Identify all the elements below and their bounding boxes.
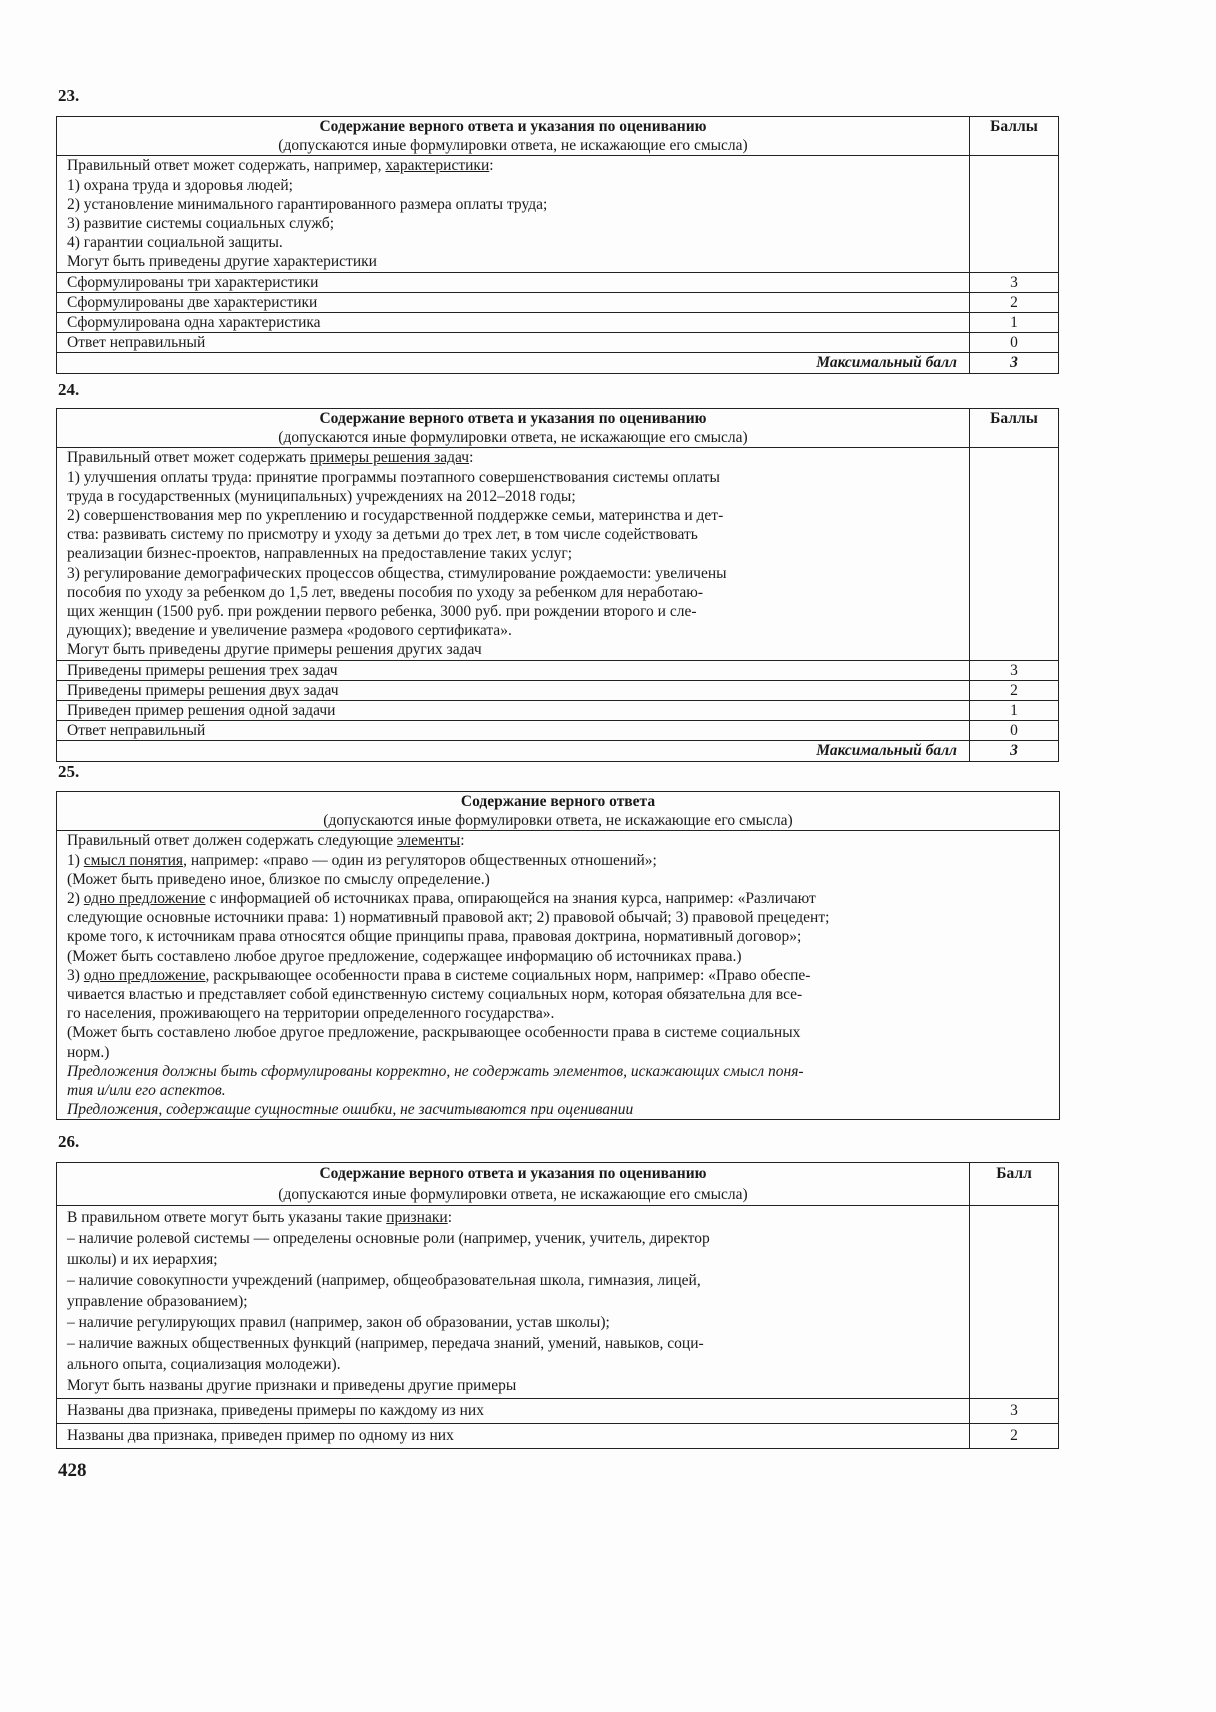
header-title: Содержание верного ответа	[460, 793, 656, 810]
answer-line: 4) гарантии социальной защиты.	[67, 234, 283, 252]
underlined-term: одно предложение	[83, 890, 206, 908]
task-25-table	[56, 791, 1060, 1120]
italic-note: тия и/или его аспектов.	[67, 1082, 226, 1100]
task-26-table	[56, 1162, 1059, 1449]
score-cell-empty	[970, 156, 1059, 272]
header-cell	[57, 117, 970, 156]
answer-content	[57, 448, 970, 660]
answer-line: – наличие совокупности учреждений (например, общеобразовательная школа, гимназия, лицей,	[67, 1272, 701, 1289]
criterion-label: Названы два признака, приведен пример по одному из них	[57, 1424, 970, 1449]
score-row	[57, 1424, 1059, 1449]
answer-line: го населения, проживающего на территории определенного государства».	[67, 1005, 555, 1023]
score-header	[970, 409, 1059, 448]
answer-content	[57, 1206, 970, 1399]
criterion-score: 1	[970, 701, 1059, 721]
answer-line: ства: развивать систему по присмотру и уходу за детьми до трех лет, в том числе содействовать	[67, 526, 698, 544]
answer-line: 3) регулирование демографических процессов общества, стимулирование рождаемости: увеличены	[67, 564, 727, 582]
line-text: с информацией об источниках права, опирающейся на знания курса, например: «Различают	[205, 890, 816, 908]
criterion-label: Ответ неправильный	[57, 333, 970, 353]
answer-line: 1) улучшения оплаты труда: принятие программы поэтапного совершенствования системы оплаты	[67, 468, 720, 486]
criterion-label: Сформулирована одна характеристика	[57, 313, 970, 333]
answer-line	[67, 156, 959, 175]
answer-line: Могут быть названы другие признаки и приведены другие примеры	[67, 1377, 517, 1394]
answer-line: управление образованием);	[67, 1293, 248, 1310]
criterion-label: Приведены примеры решения трех задач	[57, 660, 970, 680]
line-text: 1)	[67, 851, 84, 869]
criterion-score: 0	[970, 333, 1059, 353]
answer-line	[67, 831, 1049, 850]
score-row	[57, 721, 1059, 741]
criterion-score: 3	[970, 1399, 1059, 1424]
criterion-label: Приведены примеры решения двух задач	[57, 680, 970, 700]
answer-line: школы) и их иерархия;	[67, 1251, 218, 1268]
header-cell	[57, 792, 1060, 831]
score-row	[57, 680, 1059, 700]
answer-line: щих женщин (1500 руб. при рождении первого ребенка, 3000 руб. при рождении второго и сле-	[67, 603, 697, 621]
answer-line	[67, 851, 1049, 870]
criterion-label: Сформулированы две характеристики	[57, 292, 970, 312]
score-row	[57, 701, 1059, 721]
score-row	[57, 1399, 1059, 1424]
underlined-term: признаки	[386, 1209, 448, 1226]
answer-line: кроме того, к источникам права относятся общие принципы права, правовая доктрина, нормативный договор»;	[67, 928, 802, 946]
criterion-score: 0	[970, 721, 1059, 741]
header-subtitle: (допускаются иные формулировки ответа, не искажающие его смысла)	[278, 1186, 748, 1203]
line-text: Правильный ответ может содержать	[67, 449, 311, 467]
answer-line: (Может быть составлено любое другое предложение, содержащее информацию об источниках права.)	[67, 947, 742, 965]
answer-line: (Может быть приведено иное, близкое по смыслу определение.)	[67, 870, 490, 888]
score-cell-empty	[970, 448, 1059, 660]
underlined-term: характеристики	[385, 157, 490, 175]
line-text: :	[489, 157, 494, 175]
task-24-table	[56, 408, 1059, 762]
line-text: , например: «право — один из регуляторов общественных отношений»;	[183, 851, 657, 869]
line-text: Правильный ответ должен содержать следующие	[67, 832, 398, 850]
score-header	[970, 1163, 1059, 1206]
underlined-term: одно предложение	[83, 966, 206, 984]
task-number: 25.	[58, 762, 80, 781]
answer-line	[67, 448, 959, 467]
answer-line: труда в государственных (муниципальных) учреждениях на 2012–2018 годы;	[67, 487, 576, 505]
answer-line: норм.)	[67, 1043, 110, 1061]
score-row	[57, 313, 1059, 333]
line-text: , раскрывающее особенности права в системе социальных норм, например: «Право обеспе-	[205, 966, 811, 984]
line-text: :	[469, 449, 474, 467]
max-score-label: Максимальный балл	[57, 741, 970, 761]
underlined-term: смысл понятия	[83, 851, 184, 869]
answer-line: (Может быть составлено любое другое предложение, раскрывающее особенности права в системе социальных	[67, 1024, 801, 1042]
answer-line: – наличие ролевой системы — определены основные роли (например, ученик, учитель, директор	[67, 1230, 710, 1247]
line-text: :	[460, 832, 465, 850]
header-title: Содержание верного ответа и указания по оцениванию	[319, 410, 707, 427]
underlined-term: элементы	[397, 832, 461, 850]
answer-line: реализации бизнес-проектов, направленных на предоставление таких услуг;	[67, 545, 573, 563]
score-header-label: Баллы	[990, 410, 1038, 427]
line-text: В правильном ответе могут быть указаны такие	[67, 1209, 387, 1226]
answer-line	[67, 1207, 959, 1228]
criterion-score: 2	[970, 292, 1059, 312]
header-title: Содержание верного ответа и указания по оцениванию	[319, 1165, 707, 1182]
italic-note: Предложения должны быть сформулированы корректно, не содержать элементов, искажающих смысл поня-	[67, 1062, 804, 1080]
answer-line: Могут быть приведены другие характеристики	[67, 253, 377, 271]
answer-content	[57, 831, 1060, 1120]
answer-line	[67, 889, 1049, 908]
line-text: :	[447, 1209, 452, 1226]
criterion-label: Названы два признака, приведены примеры по каждому из них	[57, 1399, 970, 1424]
score-header-label: Балл	[996, 1165, 1032, 1182]
criterion-score: 1	[970, 313, 1059, 333]
answer-line: пособия по уходу за ребенком до 1,5 лет, введены пособия по уходу за ребенком для неработаю-	[67, 583, 704, 601]
answer-line: чивается властью и представляет собой единственную систему социальных норм, которая обязательна для все-	[67, 986, 803, 1004]
header-subtitle: (допускаются иные формулировки ответа, не искажающие его смысла)	[278, 137, 748, 155]
task-number: 23.	[58, 86, 80, 105]
criterion-score: 2	[970, 680, 1059, 700]
answer-line	[67, 966, 1049, 985]
criterion-label: Приведен пример решения одной задачи	[57, 701, 970, 721]
answer-line: Могут быть приведены другие примеры решения других задач	[67, 641, 482, 659]
max-score-row	[57, 353, 1059, 373]
header-cell	[57, 1163, 970, 1206]
header-title: Содержание верного ответа и указания по оцениванию	[319, 118, 707, 135]
answer-line: ального опыта, социализация молодежи).	[67, 1356, 341, 1373]
answer-line: 3) развитие системы социальных служб;	[67, 215, 335, 233]
page-number: 428	[58, 1460, 87, 1481]
line-text: 3)	[67, 966, 84, 984]
answer-line: 2) установление минимального гарантированного размера оплаты труда;	[67, 195, 548, 213]
criterion-score: 2	[970, 1424, 1059, 1449]
score-cell-empty	[970, 1206, 1059, 1399]
task-number: 24.	[58, 380, 80, 399]
max-score-value: 3	[970, 741, 1059, 761]
header-cell	[57, 409, 970, 448]
max-score-row	[57, 741, 1059, 761]
line-text: 2)	[67, 890, 84, 908]
italic-note: Предложения, содержащие сущностные ошибки, не засчитываются при оценивании	[67, 1101, 634, 1119]
score-row	[57, 333, 1059, 353]
header-subtitle: (допускаются иные формулировки ответа, не искажающие его смысла)	[323, 812, 793, 830]
answer-line: 1) охрана труда и здоровья людей;	[67, 176, 293, 194]
answer-content	[57, 156, 970, 272]
score-row	[57, 272, 1059, 292]
score-row	[57, 660, 1059, 680]
max-score-value: 3	[970, 353, 1059, 373]
answer-line: следующие основные источники права: 1) нормативный правовой акт; 2) правовой обычай; 3) правовой прецедент;	[67, 909, 830, 927]
criterion-score: 3	[970, 660, 1059, 680]
underlined-term: примеры решения задач	[310, 449, 470, 467]
score-row	[57, 292, 1059, 312]
line-text: Правильный ответ может содержать, например,	[67, 157, 386, 175]
answer-line: – наличие регулирующих правил (например, закон об образовании, устав школы);	[67, 1314, 610, 1331]
answer-line: – наличие важных общественных функций (например, передача знаний, умений, навыков, соци-	[67, 1335, 704, 1352]
task-number: 26.	[58, 1132, 80, 1151]
answer-line: дующих); введение и увеличение размера «родового сертификата».	[67, 622, 512, 640]
score-header-label: Баллы	[990, 118, 1038, 135]
max-score-label: Максимальный балл	[57, 353, 970, 373]
criterion-score: 3	[970, 272, 1059, 292]
header-subtitle: (допускаются иные формулировки ответа, не искажающие его смысла)	[278, 429, 748, 447]
score-header	[970, 117, 1059, 156]
criterion-label: Сформулированы три характеристики	[57, 272, 970, 292]
answer-line: 2) совершенствования мер по укреплению и государственной поддержке семьи, материнства и дет-	[67, 507, 724, 525]
task-23-table	[56, 116, 1059, 374]
criterion-label: Ответ неправильный	[57, 721, 970, 741]
